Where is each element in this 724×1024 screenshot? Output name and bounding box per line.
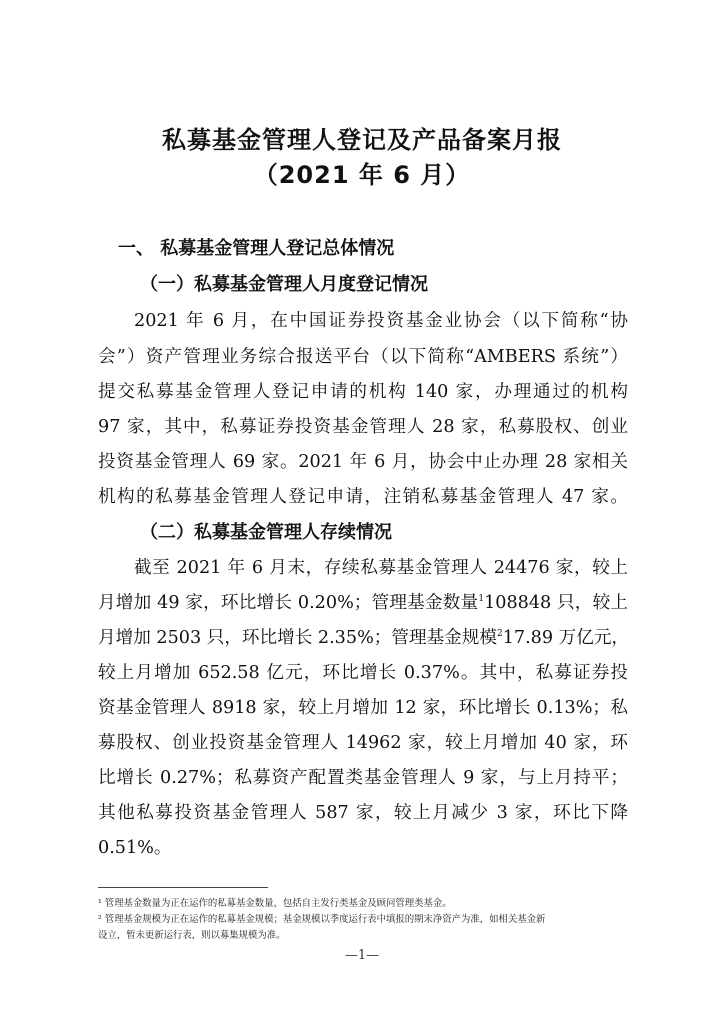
paragraph-line: 会”）资产管理业务综合报送平台（以下简称“AMBERS 系统”）: [98, 347, 628, 367]
paragraph-line: 截至 2021 年 6 月末，存续私募基金管理人 24476 家，较上: [134, 558, 628, 578]
paragraph-line: 其他私募投资基金管理人 587 家，较上月减少 3 家，环比下降: [98, 803, 628, 823]
footnote-divider: [98, 887, 268, 888]
footnote-2: ² 管理基金规模为正在运作的私募基金规模；基金规模以季度运行表中填报的期末净资产为准，如相关基金新: [98, 914, 546, 925]
subsection-heading-2: （二）私募基金管理人存续情况: [140, 522, 392, 543]
paragraph-line: 资基金管理人 8918 家，较上月增加 12 家，环比增长 0.13%；私: [98, 698, 628, 718]
paragraph-line: [98, 624, 628, 649]
paragraph-line: 投资基金管理人 69 家。2021 年 6 月，协会中止办理 28 家相关: [98, 452, 628, 472]
footnote-2-continued: 设立，暂未更新运行表，则以募集规模为准。: [98, 930, 286, 941]
footnote-ref-2: 2: [496, 629, 503, 639]
paragraph-line: 机构的私募基金管理人登记申请，注销私募基金管理人 47 家。: [98, 487, 628, 507]
paragraph-line: 97 家，其中，私募证券投资基金管理人 28 家，私募股权、创业: [98, 417, 628, 437]
page-number: —1—: [344, 948, 380, 963]
text-segment: 月增加 49 家，环比增长 0.20%；管理基金数量: [98, 593, 479, 613]
footnote-1: ¹ 管理基金数量为正在运作的私募基金数量，包括自主发行类基金及顾问管理类基金。: [98, 898, 452, 909]
paragraph-line: 比增长 0.27%；私募资产配置类基金管理人 9 家，与上月持平；: [98, 768, 628, 788]
paragraph-line: 较上月增加 652.58 亿元，环比增长 0.37%。其中，私募证券投: [98, 663, 628, 683]
subsection-heading-1: （一）私募基金管理人月度登记情况: [140, 274, 428, 295]
paragraph-line: 2021 年 6 月，在中国证券投资基金业协会（以下简称“协: [134, 311, 628, 331]
report-title: 私募基金管理人登记及产品备案月报: [162, 126, 562, 154]
paragraph-line: 0.51%。: [98, 838, 172, 858]
paragraph-line: 募股权、创业投资基金管理人 14962 家，较上月增加 40 家，环: [98, 733, 628, 753]
footnote-ref-1: 1: [478, 594, 485, 604]
text-segment: 108848 只，较上: [484, 593, 628, 613]
text-segment: 月增加 2503 只，环比增长 2.35%；管理基金规模: [98, 628, 497, 648]
paragraph-line: [98, 589, 628, 614]
paragraph-line: 提交私募基金管理人登记申请的机构 140 家，办理通过的机构: [98, 382, 628, 402]
report-period: （2021 年 6 月）: [253, 161, 471, 189]
section-heading-1: 一、 私募基金管理人登记总体情况: [118, 238, 395, 259]
text-segment: 17.89 万亿元，: [502, 628, 630, 648]
